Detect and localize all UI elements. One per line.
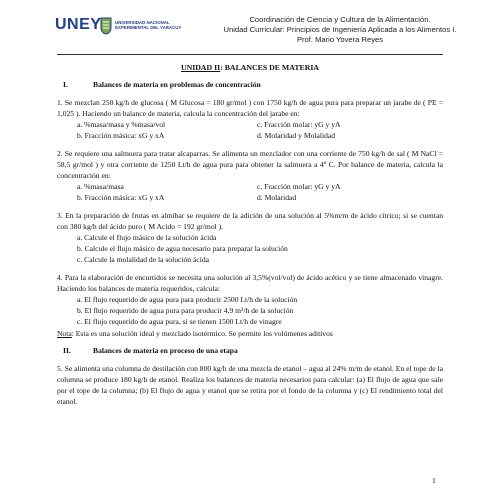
- problem-1: 1. Se mezclan 250 kg/h de glucosa ( M Glucosa = 180 gr/mol ) con 1750 kg/h de agua pura para preparar un jarabe de ( PE = 1,025 ). Haciendo un balance de materia, calcula la concentración del jarabe en:: [57, 98, 443, 118]
- section-title: Balances de materia en problemas de concentración: [93, 80, 261, 89]
- problem-4-items: [77, 294, 443, 327]
- page-number: 1: [432, 476, 436, 485]
- note-label: Nota: [57, 329, 72, 338]
- problem-3: 3. En la preparación de frutas en almíbar se requiere de la adición de una solución al 5%m/m de ácido cítrico; si se cuentan con 380 kg/h del ácido puro ( M Acido = 192 gr/mol ).: [57, 211, 443, 231]
- list-item: b. El flujo requerido de agua pura para producir 4,9 m³/h de la solución: [77, 306, 294, 315]
- option-item: d. Molaridad: [257, 193, 297, 202]
- header-line-coordination: Coordinación de Ciencia y Cultura de la Alimentación.: [249, 15, 431, 24]
- unit-title-text: : BALANCES DE MATERIA: [220, 63, 320, 72]
- list-item: c. El flujo requerido de agua pura, si se tienen 1500 Lt/h de vinagre: [77, 317, 282, 326]
- header-line-course: Unidad Curricular: Principios de Ingeniería Aplicada a los Alimentos I.: [223, 25, 457, 34]
- document-body: [57, 62, 443, 407]
- logo-emblem-icon: [99, 17, 113, 35]
- note-text: : Esta es una solución ideal y mezclado isotérmico. Se permite los volúmenes aditivos: [71, 329, 333, 338]
- option-item: a. %masa/masa y %masa/vol: [77, 120, 166, 129]
- university-logo: [55, 14, 185, 44]
- section-heading-2: [57, 345, 443, 356]
- section-number: II.: [63, 346, 71, 355]
- problem-4: 4. Para la elaboración de encurtidos se necesita una solución al 3,5%(vol/vol) de ácido acético y se tiene almacenado vinagre. Haciendo los balances de materia requeridos, calcula:: [57, 273, 443, 293]
- unit-label: UNIDAD II: [180, 63, 221, 72]
- option-item: b. Fracción másica: xG y xA: [77, 193, 165, 202]
- page-header: [55, 10, 475, 54]
- unit-title: [57, 62, 443, 73]
- list-item: a. El flujo requerido de agua pura para producir 2500 Lt/h de la solución: [77, 295, 298, 304]
- section-title: Balances de materia en proceso de una etapa: [93, 346, 238, 355]
- logo-wordmark: UNEY: [55, 16, 102, 33]
- option-item: c. Fracción molar: yG y yA: [257, 182, 341, 191]
- list-item: a. Calcule el flujo másico de la solución ácida: [77, 233, 217, 242]
- problem-1-options: [77, 119, 443, 141]
- logo-university-name: UNIVERSIDAD NACIONAL EXPERIMENTAL DEL YARACUY: [115, 20, 182, 30]
- problem-5: 5. Se alimenta una columna de destilación con 800 kg/h de una mezcla de etanol – agua al 24% m/m de etanol. En el tope de la columna se produce 180 kg/h de etanol. Realiza los balances de materia necesarios para calcular: (a) El flujo de agua que sale por el tope de la columna; (b) El flujo de agua y etanol que se retira por el fondo de la columna y (c) El rendimiento total del etanol.: [57, 364, 443, 406]
- section-heading-1: [57, 79, 443, 90]
- problem-3-items: [77, 232, 443, 265]
- option-item: c. Fracción molar: yG y yA: [257, 120, 341, 129]
- option-item: a. %masa/masa: [77, 182, 124, 191]
- section-number: I.: [63, 80, 68, 89]
- problem-2: 2. Se requiere una salmuera para tratar alcaparras. Se alimenta un mezclador con una corriente de 750 kg/h de sal ( M NaCl = 58,5 gr/mol ) y otra corriente de 1250 Lt/h de agua pura para obtener la salmuera a 4º C. Por balance de materia, calcula la concentración en:: [57, 149, 443, 180]
- list-item: c. Calcule la molalidad de la solución ácida: [77, 255, 209, 264]
- header-text: [205, 15, 475, 45]
- problem-2-options: [77, 181, 443, 203]
- note: [57, 328, 443, 339]
- option-item: b. Fracción másica: xG y xA: [77, 131, 165, 140]
- header-divider: [57, 54, 443, 55]
- list-item: b. Calcule el flujo másico de agua necesario para preparar la solución: [77, 244, 288, 253]
- header-line-professor: Prof. Mario Yovera Reyes: [296, 35, 384, 44]
- option-item: d. Molaridad y Molalidad: [257, 131, 336, 140]
